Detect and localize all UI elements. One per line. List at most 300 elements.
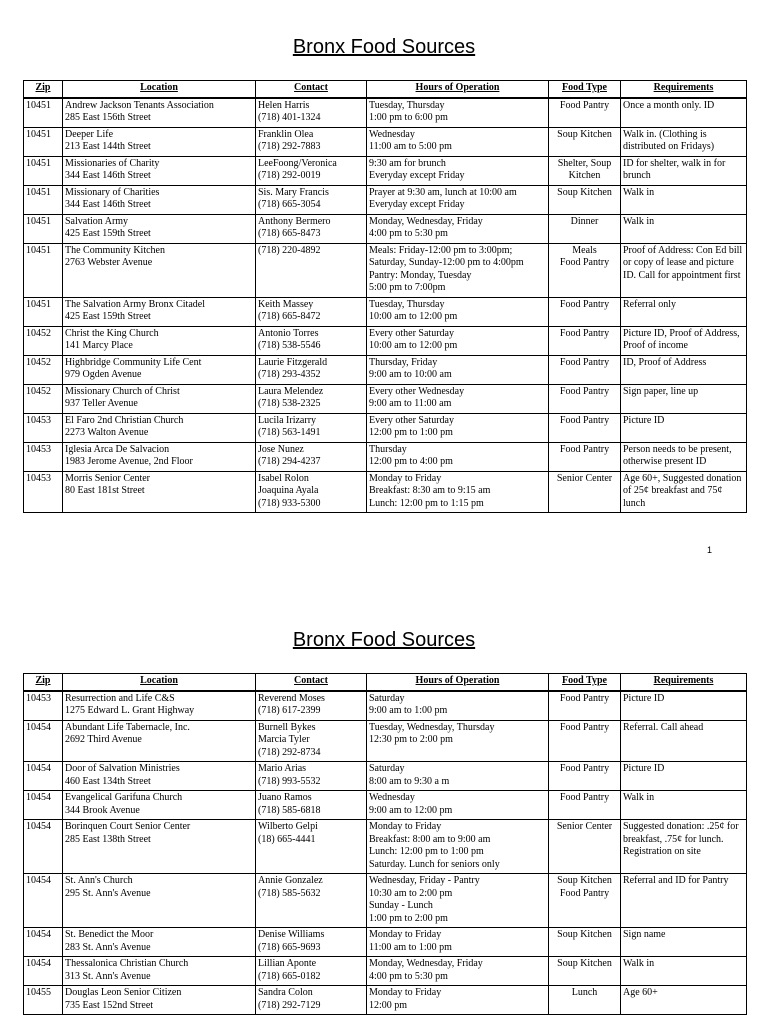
contact-cell bbox=[256, 762, 367, 791]
zip-cell bbox=[24, 243, 63, 297]
requirements-cell-text: Proof of Address: Con Ed bill or copy of lease and picture ID. Call for appointment first bbox=[623, 244, 743, 281]
requirements-cell-text: Sign paper, line up bbox=[623, 385, 699, 397]
requirements-cell-text: Walk in bbox=[623, 186, 655, 198]
food-type-cell-line: Food Pantry bbox=[559, 414, 610, 426]
food-type-cell bbox=[549, 986, 621, 1015]
food-type-cell-line: Senior Center bbox=[556, 472, 613, 484]
location-cell-line: 1275 Edward L. Grant Highway bbox=[65, 705, 195, 716]
hours-cell-line: Monday to Friday bbox=[369, 821, 442, 832]
table-row bbox=[24, 127, 747, 156]
contact-cell-line: (718) 292-7883 bbox=[258, 141, 321, 152]
hours-cell-line: 10:30 am to 2:00 pm bbox=[369, 887, 453, 899]
hours-cell-line: Pantry: Monday, Tuesday bbox=[369, 269, 472, 281]
requirements-cell-text: Referral only bbox=[623, 298, 677, 310]
contact-cell-line: Sis. Mary Francis bbox=[258, 186, 329, 198]
hours-cell-line: 11:00 am to 1:00 pm bbox=[369, 941, 452, 953]
food-type-cell bbox=[549, 98, 621, 128]
location-cell bbox=[63, 355, 256, 384]
location-cell-line: Morris Senior Center bbox=[65, 472, 150, 484]
hours-cell bbox=[367, 384, 549, 413]
contact-cell-line: LeeFoong/Veronica bbox=[258, 157, 337, 169]
contact-cell-line: Franklin Olea bbox=[258, 128, 314, 140]
hours-cell-line: Meals: Friday-12:00 pm to 3:00pm; bbox=[369, 244, 513, 256]
hours-cell-line: Prayer at 9:30 am, lunch at 10:00 am bbox=[369, 186, 517, 198]
hours-cell bbox=[367, 928, 549, 957]
food-type-cell-line: Lunch bbox=[571, 987, 598, 998]
location-cell-line: Missionaries of Charity bbox=[65, 157, 160, 169]
requirements-cell bbox=[621, 928, 747, 957]
contact-cell bbox=[256, 185, 367, 214]
food-type-cell bbox=[549, 874, 621, 928]
requirements-cell bbox=[621, 820, 747, 874]
hours-cell bbox=[367, 156, 549, 185]
contact-cell-line: (718) 617-2399 bbox=[258, 705, 321, 716]
location-cell-line: 1983 Jerome Avenue, 2nd Floor bbox=[65, 456, 193, 467]
hours-cell-line: 4:00 pm to 5:30 pm bbox=[369, 228, 448, 239]
food-type-cell bbox=[549, 127, 621, 156]
hours-cell-line: Lunch: 12:00 pm to 1:00 pm bbox=[369, 846, 484, 857]
contact-cell-line: Laurie Fitzgerald bbox=[258, 356, 328, 368]
location-cell-line: 285 East 138th Street bbox=[65, 833, 151, 845]
hours-cell-line: 11:00 am to 5:00 pm bbox=[369, 141, 452, 152]
zip-cell-text: 10451 bbox=[26, 215, 51, 227]
contact-cell-line: (718) 665-8473 bbox=[258, 228, 321, 239]
requirements-cell-text: Picture ID bbox=[623, 763, 665, 774]
location-cell-line: Abundant Life Tabernacle, Inc. bbox=[65, 721, 190, 733]
location-cell-line: 979 Ogden Avenue bbox=[65, 369, 142, 380]
contact-cell bbox=[256, 986, 367, 1015]
table-row bbox=[24, 720, 747, 762]
contact-cell-line: (718) 993-5532 bbox=[258, 775, 321, 787]
requirements-cell bbox=[621, 156, 747, 185]
location-cell bbox=[63, 413, 256, 442]
zip-cell bbox=[24, 384, 63, 413]
zip-cell-text: 10451 bbox=[26, 128, 51, 140]
hours-cell-line: Monday to Friday bbox=[369, 929, 442, 940]
location-cell-line: 937 Teller Avenue bbox=[65, 398, 138, 409]
requirements-cell-text: Age 60+ bbox=[623, 987, 658, 998]
contact-cell bbox=[256, 820, 367, 874]
zip-cell bbox=[24, 720, 63, 762]
requirements-cell-text: Picture ID, Proof of Address, Proof of income bbox=[623, 327, 740, 351]
contact-cell bbox=[256, 442, 367, 471]
location-cell-line: 80 East 181st Street bbox=[65, 485, 145, 496]
hours-cell-line: Monday, Wednesday, Friday bbox=[369, 958, 483, 969]
hours-cell-line: Every other Saturday bbox=[369, 414, 454, 426]
contact-cell-line: (718) 294-4237 bbox=[258, 456, 321, 467]
contact-cell-line: (718) 538-5546 bbox=[258, 340, 321, 351]
column-header-zip: Zip bbox=[24, 81, 63, 98]
hours-cell-line: Wednesday bbox=[369, 128, 415, 140]
column-header-requirements: Requirements bbox=[621, 81, 747, 98]
contact-cell bbox=[256, 791, 367, 820]
requirements-cell-text: Picture ID bbox=[623, 414, 665, 426]
hours-cell-line: 12:00 pm bbox=[369, 999, 408, 1011]
contact-cell bbox=[256, 326, 367, 355]
zip-cell bbox=[24, 471, 63, 513]
contact-cell-line: (718) 585-6818 bbox=[258, 804, 321, 816]
table-row bbox=[24, 874, 747, 928]
location-cell-line: 344 Brook Avenue bbox=[65, 804, 140, 816]
zip-cell bbox=[24, 156, 63, 185]
zip-cell bbox=[24, 986, 63, 1015]
hours-cell-line: Tuesday, Wednesday, Thursday bbox=[369, 721, 495, 733]
zip-cell-text: 10451 bbox=[26, 298, 51, 310]
location-cell-line: 2692 Third Avenue bbox=[65, 734, 142, 745]
contact-cell-line: (718) 665-9693 bbox=[258, 941, 321, 953]
table-row bbox=[24, 297, 747, 326]
hours-cell bbox=[367, 185, 549, 214]
contact-cell-line: Isabel Rolon bbox=[258, 472, 309, 484]
requirements-cell-text: Suggested donation: .25¢ for breakfast, .75¢ for lunch. Registration on site bbox=[623, 821, 739, 857]
hours-cell bbox=[367, 413, 549, 442]
hours-cell-line: Monday, Wednesday, Friday bbox=[369, 215, 483, 227]
location-cell-line: 285 East 156th Street bbox=[65, 112, 151, 123]
hours-cell-line: 12:30 pm to 2:00 pm bbox=[369, 734, 453, 745]
requirements-cell-text: Age 60+, Suggested donation of 25¢ breakfast and 75¢ lunch bbox=[623, 472, 742, 509]
table-row bbox=[24, 326, 747, 355]
table-row bbox=[24, 762, 747, 791]
food-type-cell-line: Food Pantry bbox=[559, 385, 610, 397]
zip-cell-text: 10454 bbox=[26, 875, 51, 886]
hours-cell bbox=[367, 355, 549, 384]
page-title: Bronx Food Sources bbox=[292, 36, 476, 58]
zip-cell-text: 10454 bbox=[26, 929, 51, 940]
zip-cell-text: 10454 bbox=[26, 821, 51, 832]
zip-cell bbox=[24, 791, 63, 820]
location-cell-line: Missionary of Charities bbox=[65, 186, 160, 198]
zip-cell-text: 10453 bbox=[26, 472, 51, 484]
contact-cell-line: (718) 933-5300 bbox=[258, 497, 321, 509]
food-type-cell bbox=[549, 355, 621, 384]
requirements-cell bbox=[621, 874, 747, 928]
location-cell-line: El Faro 2nd Christian Church bbox=[65, 414, 184, 426]
food-type-cell bbox=[549, 957, 621, 986]
table-header-row bbox=[24, 81, 747, 98]
food-type-cell-line: Soup Kitchen bbox=[557, 929, 612, 940]
location-cell bbox=[63, 471, 256, 513]
requirements-cell bbox=[621, 326, 747, 355]
contact-cell-line: Keith Massey bbox=[258, 298, 314, 310]
table-row bbox=[24, 243, 747, 297]
hours-cell bbox=[367, 326, 549, 355]
requirements-cell-text: Referral. Call ahead bbox=[623, 721, 704, 733]
food-type-cell-line: Food Pantry bbox=[559, 763, 610, 774]
hours-cell bbox=[367, 214, 549, 243]
zip-cell bbox=[24, 185, 63, 214]
location-cell bbox=[63, 214, 256, 243]
location-cell-line: Deeper Life bbox=[65, 128, 114, 140]
food-type-cell-line: Food Pantry bbox=[559, 887, 610, 899]
requirements-cell bbox=[621, 355, 747, 384]
column-header-contact: Contact bbox=[256, 674, 367, 691]
location-cell bbox=[63, 156, 256, 185]
food-type-cell-line: Food Pantry bbox=[559, 298, 610, 310]
contact-cell-line: Antonio Torres bbox=[258, 327, 319, 339]
hours-cell bbox=[367, 720, 549, 762]
table-row bbox=[24, 986, 747, 1015]
zip-cell bbox=[24, 297, 63, 326]
table-row bbox=[24, 413, 747, 442]
hours-cell-line: Monday to Friday bbox=[369, 472, 442, 484]
contact-cell bbox=[256, 214, 367, 243]
zip-cell-text: 10451 bbox=[26, 99, 51, 111]
contact-cell bbox=[256, 874, 367, 928]
requirements-cell bbox=[621, 791, 747, 820]
location-cell-line: 313 St. Ann's Avenue bbox=[65, 970, 151, 982]
contact-cell-line: Mario Arias bbox=[258, 763, 307, 774]
location-cell-line: Highbridge Community Life Cent bbox=[65, 356, 202, 368]
food-type-cell bbox=[549, 297, 621, 326]
contact-cell-line: Denise Williams bbox=[258, 929, 325, 940]
contact-cell-line: (18) 665-4441 bbox=[258, 833, 316, 845]
zip-cell-text: 10451 bbox=[26, 157, 51, 169]
food-type-cell-line: Senior Center bbox=[556, 821, 613, 832]
column-header-requirements: Requirements bbox=[621, 674, 747, 691]
contact-cell-line: Sandra Colon bbox=[258, 987, 313, 998]
food-type-cell-line: Dinner bbox=[570, 215, 599, 227]
location-cell-line: 425 East 159th Street bbox=[65, 311, 151, 322]
contact-cell-line: (718) 665-0182 bbox=[258, 970, 321, 982]
column-header-zip: Zip bbox=[24, 674, 63, 691]
zip-cell bbox=[24, 413, 63, 442]
food-type-cell bbox=[549, 691, 621, 721]
table-row bbox=[24, 957, 747, 986]
table-row bbox=[24, 98, 747, 128]
location-cell-line: The Community Kitchen bbox=[65, 244, 165, 256]
food-type-cell bbox=[549, 471, 621, 513]
location-cell-line: Salvation Army bbox=[65, 215, 129, 227]
hours-cell-line: Thursday, Friday bbox=[369, 356, 438, 368]
column-header-contact: Contact bbox=[256, 81, 367, 98]
contact-cell bbox=[256, 156, 367, 185]
food-type-cell bbox=[549, 820, 621, 874]
contact-cell-line: Marcia Tyler bbox=[258, 734, 310, 745]
zip-cell bbox=[24, 326, 63, 355]
food-type-cell bbox=[549, 442, 621, 471]
hours-cell-line: 4:00 pm to 5:30 pm bbox=[369, 970, 448, 982]
zip-cell-text: 10451 bbox=[26, 244, 51, 256]
location-cell bbox=[63, 720, 256, 762]
requirements-cell bbox=[621, 243, 747, 297]
contact-cell-line: (718) 292-8734 bbox=[258, 746, 321, 758]
requirements-cell bbox=[621, 214, 747, 243]
hours-cell-line: 10:00 am to 12:00 pm bbox=[369, 340, 458, 351]
requirements-cell-text: Walk in bbox=[623, 958, 655, 969]
location-cell bbox=[63, 691, 256, 721]
contact-cell-line: Reverend Moses bbox=[258, 692, 325, 704]
contact-cell bbox=[256, 720, 367, 762]
hours-cell bbox=[367, 957, 549, 986]
hours-cell-line: Breakfast: 8:30 am to 9:15 am bbox=[369, 485, 491, 496]
zip-cell-text: 10454 bbox=[26, 958, 51, 969]
location-cell bbox=[63, 127, 256, 156]
food-type-cell bbox=[549, 762, 621, 791]
hours-cell-line: 9:00 am to 12:00 pm bbox=[369, 804, 453, 816]
contact-cell bbox=[256, 297, 367, 326]
location-cell-line: 283 St. Ann's Avenue bbox=[65, 941, 151, 953]
food-type-cell bbox=[549, 384, 621, 413]
location-cell bbox=[63, 442, 256, 471]
zip-cell bbox=[24, 691, 63, 721]
hours-cell-line: Monday to Friday bbox=[369, 987, 442, 998]
table-row bbox=[24, 355, 747, 384]
hours-cell-line: 9:00 am to 1:00 pm bbox=[369, 705, 448, 716]
hours-cell-line: Tuesday, Thursday bbox=[369, 298, 445, 310]
food-type-cell-line: Soup Kitchen bbox=[557, 958, 612, 969]
hours-cell-line: Saturday. Lunch for seniors only bbox=[369, 858, 500, 870]
location-cell-line: 425 East 159th Street bbox=[65, 228, 151, 239]
zip-cell bbox=[24, 762, 63, 791]
contact-cell-line: Lucila Irizarry bbox=[258, 414, 317, 426]
food-type-cell-line: Meals bbox=[572, 244, 597, 256]
zip-cell-text: 10453 bbox=[26, 443, 51, 455]
location-cell bbox=[63, 762, 256, 791]
contact-cell-line: (718) 292-0019 bbox=[258, 170, 321, 181]
contact-cell bbox=[256, 928, 367, 957]
hours-cell-line: 9:30 am for brunch bbox=[369, 157, 446, 169]
contact-cell-line: Joaquina Ayala bbox=[258, 485, 319, 496]
hours-cell-line: Everyday except Friday bbox=[369, 199, 465, 210]
table-header-row bbox=[24, 674, 747, 691]
table-row bbox=[24, 185, 747, 214]
hours-cell bbox=[367, 986, 549, 1015]
page-title: Bronx Food Sources bbox=[292, 629, 476, 651]
food-type-cell-line: Food Pantry bbox=[559, 721, 610, 733]
location-cell bbox=[63, 384, 256, 413]
hours-cell-line: 9:00 am to 10:00 am bbox=[369, 369, 452, 380]
hours-cell-line: Every other Wednesday bbox=[369, 385, 465, 397]
zip-cell-text: 10454 bbox=[26, 721, 51, 733]
table-row bbox=[24, 791, 747, 820]
requirements-cell-text: ID, Proof of Address bbox=[623, 356, 707, 368]
hours-cell-line: Thursday bbox=[369, 443, 407, 455]
contact-cell bbox=[256, 98, 367, 128]
contact-cell-line: Burnell Bykes bbox=[258, 721, 316, 733]
zip-cell-text: 10455 bbox=[26, 987, 51, 998]
requirements-cell bbox=[621, 185, 747, 214]
hours-cell-line: Wednesday, Friday - Pantry bbox=[369, 875, 480, 886]
zip-cell bbox=[24, 127, 63, 156]
contact-cell-line: (718) 293-4352 bbox=[258, 369, 321, 380]
hours-cell bbox=[367, 127, 549, 156]
location-cell-line: 295 St. Ann's Avenue bbox=[65, 887, 151, 899]
hours-cell bbox=[367, 820, 549, 874]
food-sources-table bbox=[23, 80, 747, 513]
food-type-cell-line: Soup Kitchen bbox=[557, 128, 612, 140]
hours-cell-line: Wednesday bbox=[369, 792, 415, 803]
zip-cell bbox=[24, 820, 63, 874]
location-cell bbox=[63, 243, 256, 297]
requirements-cell bbox=[621, 691, 747, 721]
food-type-cell bbox=[549, 326, 621, 355]
hours-cell bbox=[367, 762, 549, 791]
food-type-cell-line: Food Pantry bbox=[559, 99, 610, 111]
food-type-cell bbox=[549, 791, 621, 820]
food-type-cell bbox=[549, 720, 621, 762]
hours-cell bbox=[367, 297, 549, 326]
hours-cell-line: Lunch: 12:00 pm to 1:15 pm bbox=[369, 497, 484, 509]
location-cell-line: 344 East 146th Street bbox=[65, 170, 151, 181]
requirements-cell bbox=[621, 384, 747, 413]
location-cell bbox=[63, 791, 256, 820]
zip-cell bbox=[24, 928, 63, 957]
requirements-cell bbox=[621, 471, 747, 513]
food-type-cell-line: Food Pantry bbox=[559, 327, 610, 339]
food-type-cell-line: Soup Kitchen bbox=[557, 875, 612, 886]
zip-cell-text: 10452 bbox=[26, 385, 51, 397]
hours-cell bbox=[367, 691, 549, 721]
contact-cell bbox=[256, 127, 367, 156]
location-cell bbox=[63, 928, 256, 957]
table-row bbox=[24, 214, 747, 243]
hours-cell bbox=[367, 243, 549, 297]
hours-cell-line: 1:00 pm to 2:00 pm bbox=[369, 912, 448, 924]
requirements-cell-text: Once a month only. ID bbox=[623, 99, 715, 111]
food-type-cell bbox=[549, 243, 621, 297]
location-cell-line: The Salvation Army Bronx Citadel bbox=[65, 298, 205, 310]
zip-cell-text: 10452 bbox=[26, 356, 51, 368]
food-type-cell bbox=[549, 413, 621, 442]
contact-cell-line: Juano Ramos bbox=[258, 792, 312, 803]
hours-cell-line: 12:00 pm to 4:00 pm bbox=[369, 456, 453, 467]
location-cell bbox=[63, 820, 256, 874]
requirements-cell-text: ID for shelter, walk in for brunch bbox=[623, 157, 726, 181]
hours-cell-line: 12:00 pm to 1:00 pm bbox=[369, 427, 453, 438]
location-cell bbox=[63, 185, 256, 214]
zip-cell-text: 10454 bbox=[26, 763, 51, 774]
location-cell-line: Door of Salvation Ministries bbox=[65, 763, 180, 774]
hours-cell-line: Tuesday, Thursday bbox=[369, 99, 445, 111]
location-cell bbox=[63, 874, 256, 928]
food-sources-table bbox=[23, 673, 747, 1015]
contact-cell-line: (718) 665-3054 bbox=[258, 199, 321, 210]
contact-cell bbox=[256, 384, 367, 413]
hours-cell-line: 1:00 pm to 6:00 pm bbox=[369, 112, 448, 123]
zip-cell bbox=[24, 98, 63, 128]
contact-cell-line: (718) 401-1324 bbox=[258, 112, 321, 123]
food-type-cell bbox=[549, 928, 621, 957]
food-type-cell-line: Shelter, Soup bbox=[557, 157, 612, 169]
contact-cell bbox=[256, 243, 367, 297]
column-header-location: Location bbox=[63, 674, 256, 691]
page-number: 1 bbox=[706, 545, 712, 555]
contact-cell-line: Helen Harris bbox=[258, 99, 310, 111]
zip-cell-text: 10451 bbox=[26, 186, 51, 198]
location-cell-line: St. Ann's Church bbox=[65, 875, 133, 886]
location-cell-line: 460 East 134th Street bbox=[65, 775, 151, 787]
table-row bbox=[24, 156, 747, 185]
requirements-cell-text: Walk in bbox=[623, 215, 655, 227]
location-cell-line: 141 Marcy Place bbox=[65, 340, 133, 351]
location-cell-line: Missionary Church of Christ bbox=[65, 385, 180, 397]
location-cell-line: Thessalonica Christian Church bbox=[65, 958, 189, 969]
contact-cell-line: (718) 665-8472 bbox=[258, 311, 321, 322]
column-header-location: Location bbox=[63, 81, 256, 98]
contact-cell-line: Annie Gonzalez bbox=[258, 875, 323, 886]
column-header-hours: Hours of Operation bbox=[367, 81, 549, 98]
contact-cell-line: (718) 563-1491 bbox=[258, 427, 321, 438]
location-cell bbox=[63, 98, 256, 128]
location-cell-line: 213 East 144th Street bbox=[65, 141, 151, 152]
hours-cell-line: 5:00 pm to 7:00pm bbox=[369, 282, 446, 293]
requirements-cell-text: Referral and ID for Pantry bbox=[623, 875, 729, 886]
location-cell-line: 2273 Walton Avenue bbox=[65, 427, 149, 438]
zip-cell bbox=[24, 957, 63, 986]
table-row bbox=[24, 442, 747, 471]
contact-cell-line: Jose Nunez bbox=[258, 443, 304, 455]
contact-cell bbox=[256, 957, 367, 986]
